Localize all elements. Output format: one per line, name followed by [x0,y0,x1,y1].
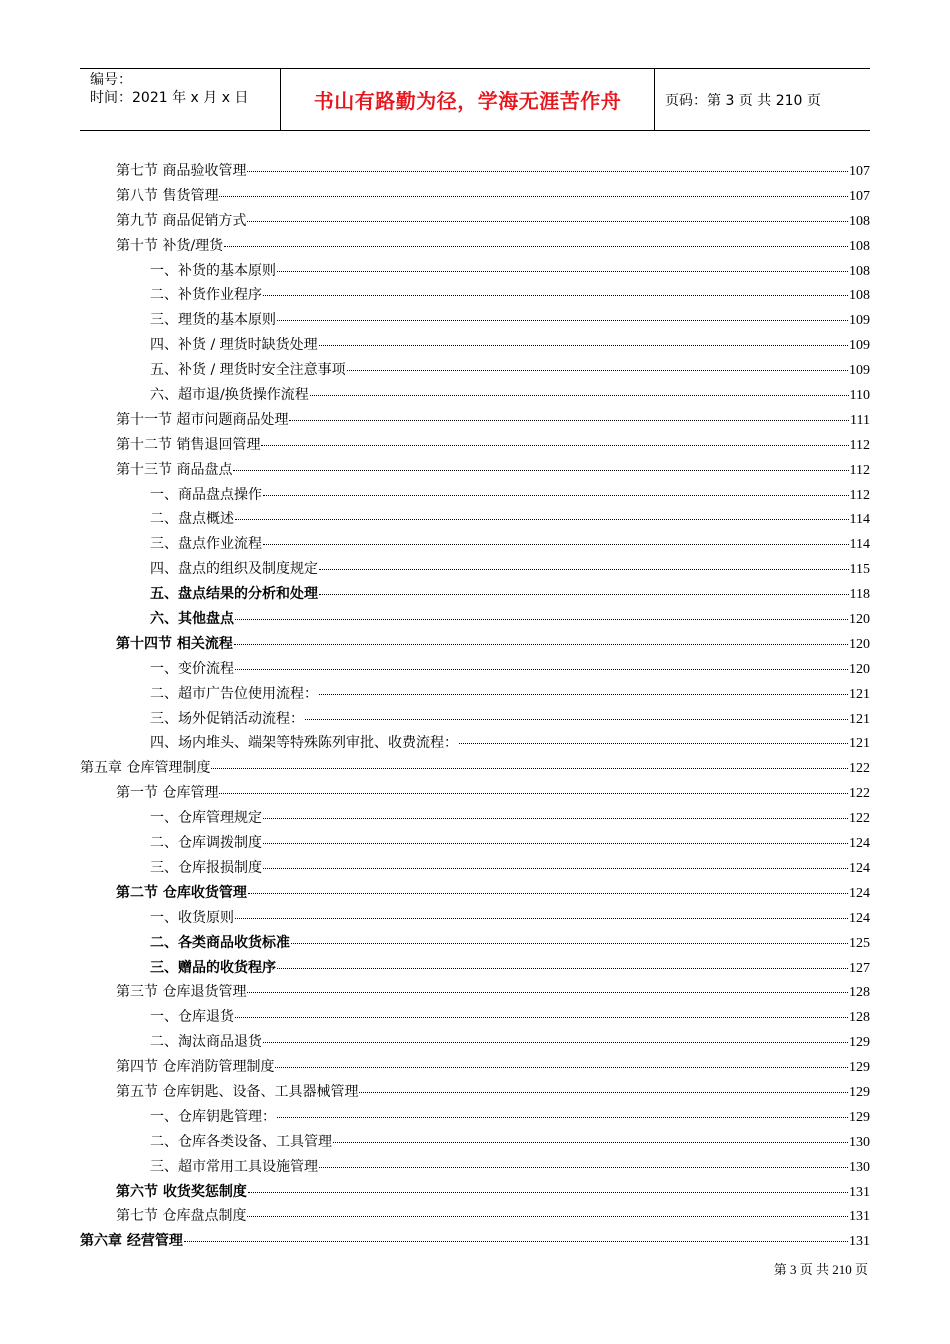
toc-dot-leader [277,271,848,272]
toc-entry-title: 三、理货的基本原则 [150,312,276,329]
toc-entry-page-number: 128 [849,985,870,1001]
toc-dot-leader [263,843,848,844]
toc-entry-page-number: 112 [849,462,870,478]
toc-entry[interactable] [80,283,870,308]
toc-entry-title: 二、盘点概述 [150,511,234,528]
toc-entry-title: 第六章 经营管理 [80,1233,183,1250]
toc-entry[interactable] [80,557,870,582]
toc-entry-title: 第七节 商品验收管理 [116,163,247,179]
toc-entry-title: 一、仓库钥匙管理： [150,1108,276,1125]
toc-dot-leader [235,519,849,520]
toc-entry[interactable] [80,383,870,408]
toc-entry-page-number: 112 [849,487,870,503]
header-page-info: 页码：第 3 页 共 210 页 [665,92,821,109]
header-motto: 书山有路勤为径，学海无涯苦作舟 [281,69,655,130]
document-time-label: 时间：2021 年 x 月 x 日 [90,90,249,106]
toc-entry-title: 五、盘点结果的分析和处理 [150,586,318,603]
toc-entry-page-number: 129 [849,1060,870,1076]
toc-entry-page-number: 111 [850,412,870,428]
toc-entry-page-number: 121 [849,686,870,702]
toc-dot-leader [305,719,848,720]
toc-entry[interactable] [80,582,870,607]
toc-entry-title: 第六节 收货奖惩制度 [116,1183,247,1200]
toc-entry-page-number: 131 [849,1209,870,1225]
toc-entry-page-number: 107 [849,164,870,179]
toc-entry-page-number: 121 [849,711,870,727]
page-footer: 第 3 页 共 210 页 [773,1262,868,1277]
toc-entry-title: 第一节 仓库管理 [116,785,219,802]
toc-entry-page-number: 129 [849,1109,870,1125]
toc-dot-leader [247,171,848,172]
toc-entry[interactable] [80,1005,870,1030]
toc-entry-page-number: 121 [849,736,870,752]
toc-entry[interactable] [80,483,870,508]
toc-entry-page-number: 114 [849,512,870,528]
toc-entry[interactable] [80,1130,870,1155]
toc-entry[interactable] [80,159,870,184]
toc-dot-leader [359,1092,848,1093]
toc-entry-page-number: 130 [849,1134,870,1150]
toc-entry-page-number: 120 [849,636,870,652]
toc-entry-title: 第十节 补货/理货 [116,237,224,254]
toc-entry[interactable] [80,1180,870,1205]
toc-entry[interactable] [80,458,870,483]
toc-entry-page-number: 110 [849,388,870,404]
toc-dot-leader [310,395,849,396]
toc-entry-page-number: 125 [849,935,870,951]
toc-entry-page-number: 109 [849,338,870,354]
toc-entry-page-number: 124 [849,885,870,901]
toc-entry-page-number: 129 [849,1084,870,1100]
toc-dot-leader [277,1117,848,1118]
toc-entry-title: 四、场内堆头、端架等特殊陈列审批、收费流程： [150,735,458,752]
toc-entry[interactable] [80,781,870,806]
toc-entry[interactable] [80,707,870,732]
toc-entry[interactable] [80,184,870,209]
toc-dot-leader [247,992,848,993]
toc-entry-title: 第十二节 销售退回管理 [116,436,261,453]
toc-dot-leader [289,420,849,421]
toc-entry-title: 一、补货的基本原则 [150,262,276,279]
toc-dot-leader [277,968,848,969]
toc-entry[interactable] [80,731,870,756]
toc-entry-page-number: 131 [849,1184,870,1200]
toc-entry-page-number: 114 [849,537,870,553]
toc-entry-title: 一、收货原则 [150,909,234,926]
toc-entry[interactable] [80,632,870,657]
toc-entry-page-number: 112 [849,437,870,453]
toc-dot-leader [184,1241,848,1242]
toc-entry[interactable] [80,756,870,781]
toc-entry-title: 第十一节 超市问题商品处理 [116,411,289,428]
toc-dot-leader [235,918,848,919]
toc-entry-title: 二、淘汰商品退货 [150,1034,262,1051]
toc-dot-leader [275,1067,848,1068]
toc-entry-page-number: 115 [849,562,870,578]
toc-entry[interactable] [80,607,870,632]
toc-entry[interactable] [80,856,870,881]
toc-dot-leader [224,246,848,247]
toc-dot-leader [263,818,848,819]
toc-entry[interactable] [80,931,870,956]
toc-dot-leader [261,445,848,446]
toc-entry[interactable] [80,1080,870,1105]
toc-entry-page-number: 122 [849,761,870,777]
toc-entry-title: 四、补货 / 理货时缺货处理 [150,337,318,354]
toc-entry[interactable] [80,209,870,234]
toc-dot-leader [263,868,848,869]
toc-entry-page-number: 108 [849,288,870,304]
toc-entry-page-number: 131 [849,1234,870,1250]
header-meta [80,69,281,130]
toc-entry-title: 第九节 商品促销方式 [116,212,247,229]
toc-entry-page-number: 124 [849,860,870,876]
toc-entry-title: 三、仓库报损制度 [150,859,262,876]
toc-dot-leader [235,1017,848,1018]
toc-entry-title: 三、赠品的收货程序 [150,959,276,976]
toc-entry-title: 第五章 仓库管理制度 [80,760,211,777]
toc-entry-title: 六、超市退/换货操作流程 [150,387,309,404]
toc-dot-leader [319,345,848,346]
toc-dot-leader [219,196,848,197]
toc-dot-leader [233,470,848,471]
toc-dot-leader [234,644,848,645]
toc-entry[interactable] [80,956,870,981]
toc-entry-title: 第七节 仓库盘点制度 [116,1208,247,1225]
toc-dot-leader [248,893,848,894]
toc-dot-leader [319,569,849,570]
toc-entry-title: 一、商品盘点操作 [150,486,262,503]
toc-entry-title: 二、各类商品收货标准 [150,934,290,951]
toc-entry-page-number: 118 [849,587,870,603]
toc-dot-leader [263,1042,848,1043]
document-number-label: 编号： [90,72,132,88]
toc-entry-page-number: 108 [849,263,870,279]
toc-entry-title: 第二节 仓库收货管理 [116,884,247,901]
toc-entry-title: 第十四节 相关流程 [116,635,233,652]
toc-entry[interactable] [80,1055,870,1080]
toc-entry-title: 第十三节 商品盘点 [116,461,233,478]
toc-dot-leader [333,1142,848,1143]
toc-entry-page-number: 108 [849,238,870,254]
toc-entry[interactable] [80,507,870,532]
toc-entry-page-number: 109 [849,363,870,379]
toc-entry[interactable] [80,333,870,358]
toc-dot-leader [319,594,849,595]
toc-entry[interactable] [80,358,870,383]
toc-dot-leader [319,694,848,695]
toc-entry-title: 三、场外促销活动流程： [150,710,304,727]
toc-dot-leader [347,370,848,371]
toc-entry-title: 第四节 仓库消防管理制度 [116,1059,275,1076]
toc-dot-leader [319,1167,848,1168]
toc-entry[interactable] [80,532,870,557]
toc-entry-page-number: 120 [849,612,870,628]
toc-entry[interactable] [80,881,870,906]
toc-dot-leader [235,619,848,620]
toc-dot-leader [219,793,848,794]
toc-entry-page-number: 120 [849,661,870,677]
toc-entry-page-number: 108 [849,213,870,229]
toc-entry-page-number: 127 [849,960,870,976]
toc-entry[interactable] [80,234,870,259]
table-of-contents [80,159,870,1254]
toc-dot-leader [291,943,848,944]
toc-entry-page-number: 122 [849,811,870,827]
toc-entry[interactable] [80,831,870,856]
toc-entry-title: 第三节 仓库退货管理 [116,984,247,1001]
toc-dot-leader [235,669,848,670]
toc-entry[interactable] [80,1204,870,1229]
toc-entry-title: 一、变价流程 [150,660,234,677]
toc-dot-leader [263,295,848,296]
toc-entry[interactable] [80,408,870,433]
toc-entry-title: 一、仓库管理规定 [150,810,262,827]
toc-entry[interactable] [80,259,870,284]
toc-entry[interactable] [80,433,870,458]
toc-entry[interactable] [80,682,870,707]
toc-dot-leader [211,768,848,769]
toc-entry-title: 二、仓库各类设备、工具管理 [150,1133,332,1150]
toc-entry-title: 二、仓库调拨制度 [150,835,262,852]
toc-entry-page-number: 107 [849,188,870,204]
toc-dot-leader [277,320,848,321]
toc-entry[interactable] [80,806,870,831]
toc-entry-title: 四、盘点的组织及制度规定 [150,561,318,578]
toc-entry-title: 二、补货作业程序 [150,287,262,304]
toc-entry-title: 第八节 售货管理 [116,187,219,204]
toc-entry-page-number: 128 [849,1010,870,1026]
page-header [80,68,870,131]
toc-dot-leader [459,743,848,744]
toc-entry-title: 六、其他盘点 [150,611,234,628]
toc-entry-page-number: 124 [849,910,870,926]
toc-entry-title: 三、盘点作业流程 [150,536,262,553]
toc-dot-leader [248,1192,848,1193]
toc-entry[interactable] [80,1155,870,1180]
toc-entry-title: 第五节 仓库钥匙、设备、工具器械管理 [116,1083,359,1100]
toc-entry[interactable] [80,657,870,682]
toc-entry-page-number: 129 [849,1035,870,1051]
toc-entry[interactable] [80,1030,870,1055]
toc-entry-page-number: 122 [849,786,870,802]
toc-entry-title: 二、超市广告位使用流程： [150,685,318,702]
toc-entry[interactable] [80,906,870,931]
toc-dot-leader [247,1216,848,1217]
toc-entry[interactable] [80,980,870,1005]
toc-dot-leader [247,221,848,222]
toc-entry-page-number: 124 [849,836,870,852]
toc-entry-title: 五、补货 / 理货时安全注意事项 [150,362,346,379]
toc-dot-leader [263,544,849,545]
toc-entry[interactable] [80,308,870,333]
toc-entry-page-number: 109 [849,313,870,329]
toc-entry-page-number: 130 [849,1159,870,1175]
toc-entry-title: 一、仓库退货 [150,1009,234,1026]
toc-dot-leader [263,495,849,496]
toc-entry[interactable] [80,1105,870,1130]
toc-entry[interactable] [80,1229,870,1254]
toc-entry-title: 三、超市常用工具设施管理 [150,1158,318,1175]
